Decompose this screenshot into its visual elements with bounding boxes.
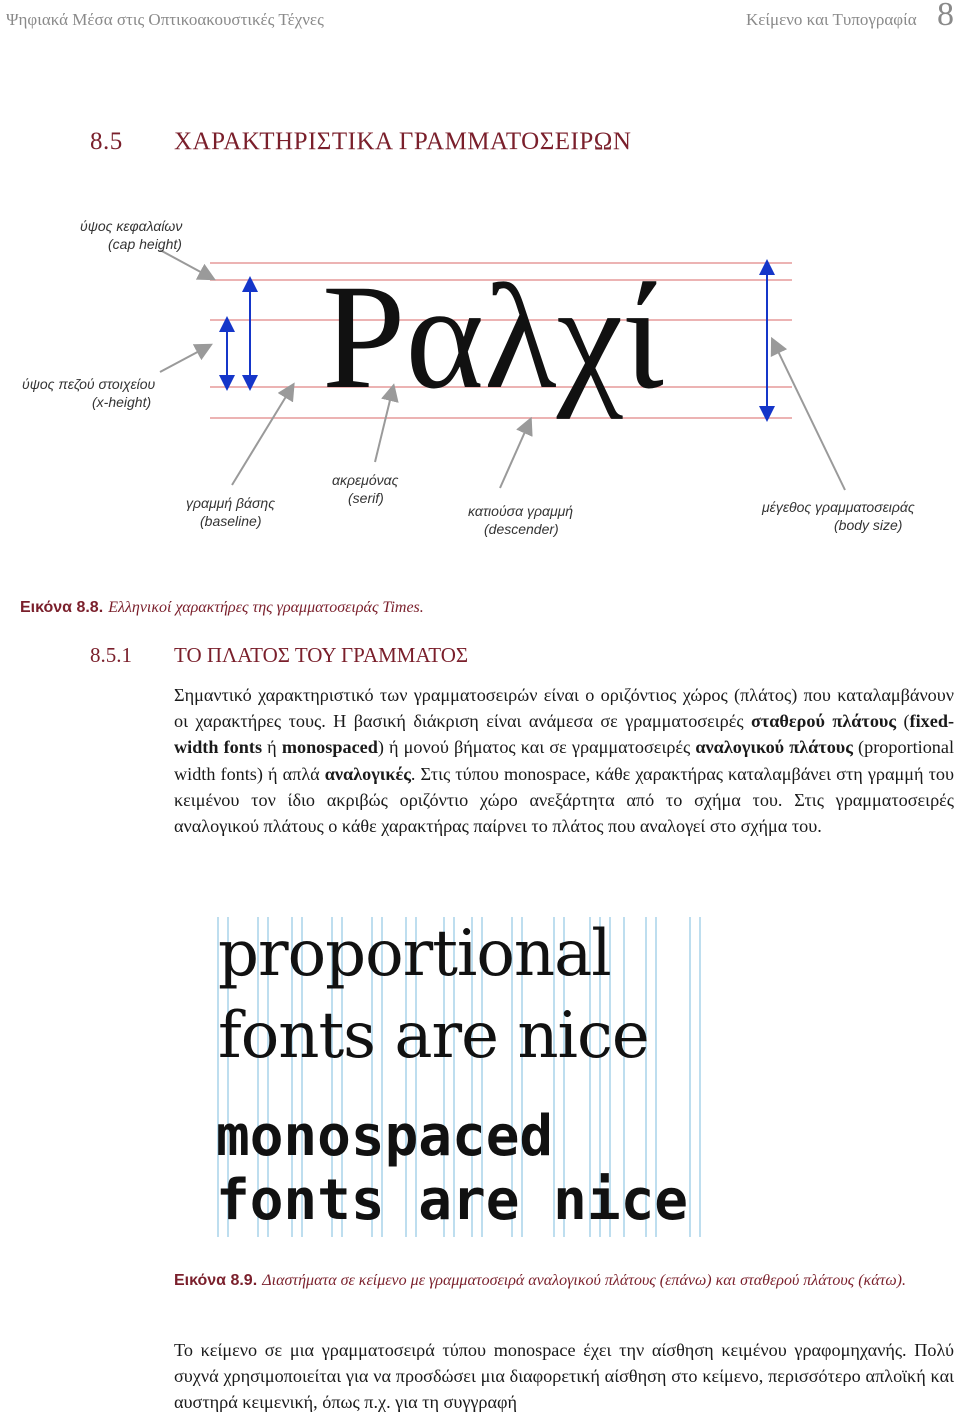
section-title: ΧΑΡΑΚΤΗΡΙΣΤΙΚΑ ΓΡΑΜΜΑΤΟΣΕΙΡΩΝ	[174, 128, 632, 155]
proportional-sample: proportional fonts are nice	[218, 917, 649, 1073]
x-height-label: ύψος πεζού στοιχείου (x-height)	[22, 376, 156, 410]
x-label-pointer	[160, 348, 205, 372]
baseline-label-pointer	[232, 390, 290, 485]
body-size-label: μέγεθος γραμματοσειράς (body size)	[762, 499, 915, 533]
descender-label: κατιούσα γραμμή (descender)	[468, 503, 574, 537]
page-number: 8	[937, 0, 954, 33]
serif-label: ακρεμόνας (serif)	[332, 472, 399, 506]
section-number: 8.5	[90, 128, 123, 155]
caption-number: Εικόνα 8.8.	[20, 599, 104, 616]
figure-8-8-caption	[20, 597, 424, 617]
figure-8-9-caption	[174, 1268, 954, 1293]
baseline-label: γραμμή βάσης (baseline)	[186, 495, 276, 529]
caption-text: Διαστήματα σε κείμενο με γραμματοσειρά αναλογικού πλάτους (επάνω) και σταθερού πλάτους (κάτω).	[262, 1272, 906, 1289]
sample-word: Ραλχί	[322, 254, 664, 420]
proportional-vs-monospaced-figure	[210, 915, 710, 1240]
body-paragraph-1: Σημαντικό χαρακτηριστικό των γραμματοσειρών είναι ο οριζόντιος χώρος (πλάτος) που καταλαμβάνουν οι χαρακτήρες τους. Η βασική διάκριση είναι ανάμεσα σε γραμματοσειρές σταθερού πλάτους (fixed-width fonts ή monospaced) ή μονού βήματος και σε γραμματοσειρές αναλογικού πλάτους (proportional width fonts) ή απλά αναλογικές. Στις τύπου monospace, κάθε χαρακτήρας καταλαμβάνει στη γραμμή του κειμένου τον ίδιο ακριβώς οριζόντιο χώρο ανεξάρτητα από το σχήμα του. Στις γραμματοσειρές αναλογικού πλάτους ο κάθε χαρακτήρας παίρνει το πλάτος που αναλογεί στο σχήμα του.	[174, 685, 955, 837]
caption-number: Εικόνα 8.9.	[174, 1272, 258, 1289]
caption-text: Ελληνικοί χαρακτήρες της γραμματοσειράς Times.	[108, 599, 424, 616]
running-header-right: Κείμενο και Τυπογραφία	[746, 10, 917, 29]
monospaced-sample: monospaced fonts are nice	[216, 1104, 689, 1233]
running-header-left: Ψηφιακά Μέσα στις Οπτικοακουστικές Τέχνες	[6, 10, 324, 29]
subsection-title: ΤΟ ΠΛΑΤΟΣ ΤΟΥ ΓΡΑΜΜΑΤΟΣ	[174, 643, 469, 667]
cap-label-pointer	[160, 250, 208, 276]
cap-height-label: ύψος κεφαλαίων (cap height)	[80, 218, 183, 252]
subsection-number: 8.5.1	[90, 643, 132, 667]
descender-label-pointer	[500, 425, 528, 488]
body-paragraph-2: Το κείμενο σε μια γραμματοσειρά τύπου monospace έχει την αίσθηση κειμένου γραφομηχανής. Πολύ συχνά χρησιμοποιείται για να προσδώσει μια διαφορετική αίσθηση στο κείμενο, περισσότερο απλοϊκή και αυστηρά κειμενική, όπως π.χ. για τη συγγραφή	[174, 1340, 954, 1413]
